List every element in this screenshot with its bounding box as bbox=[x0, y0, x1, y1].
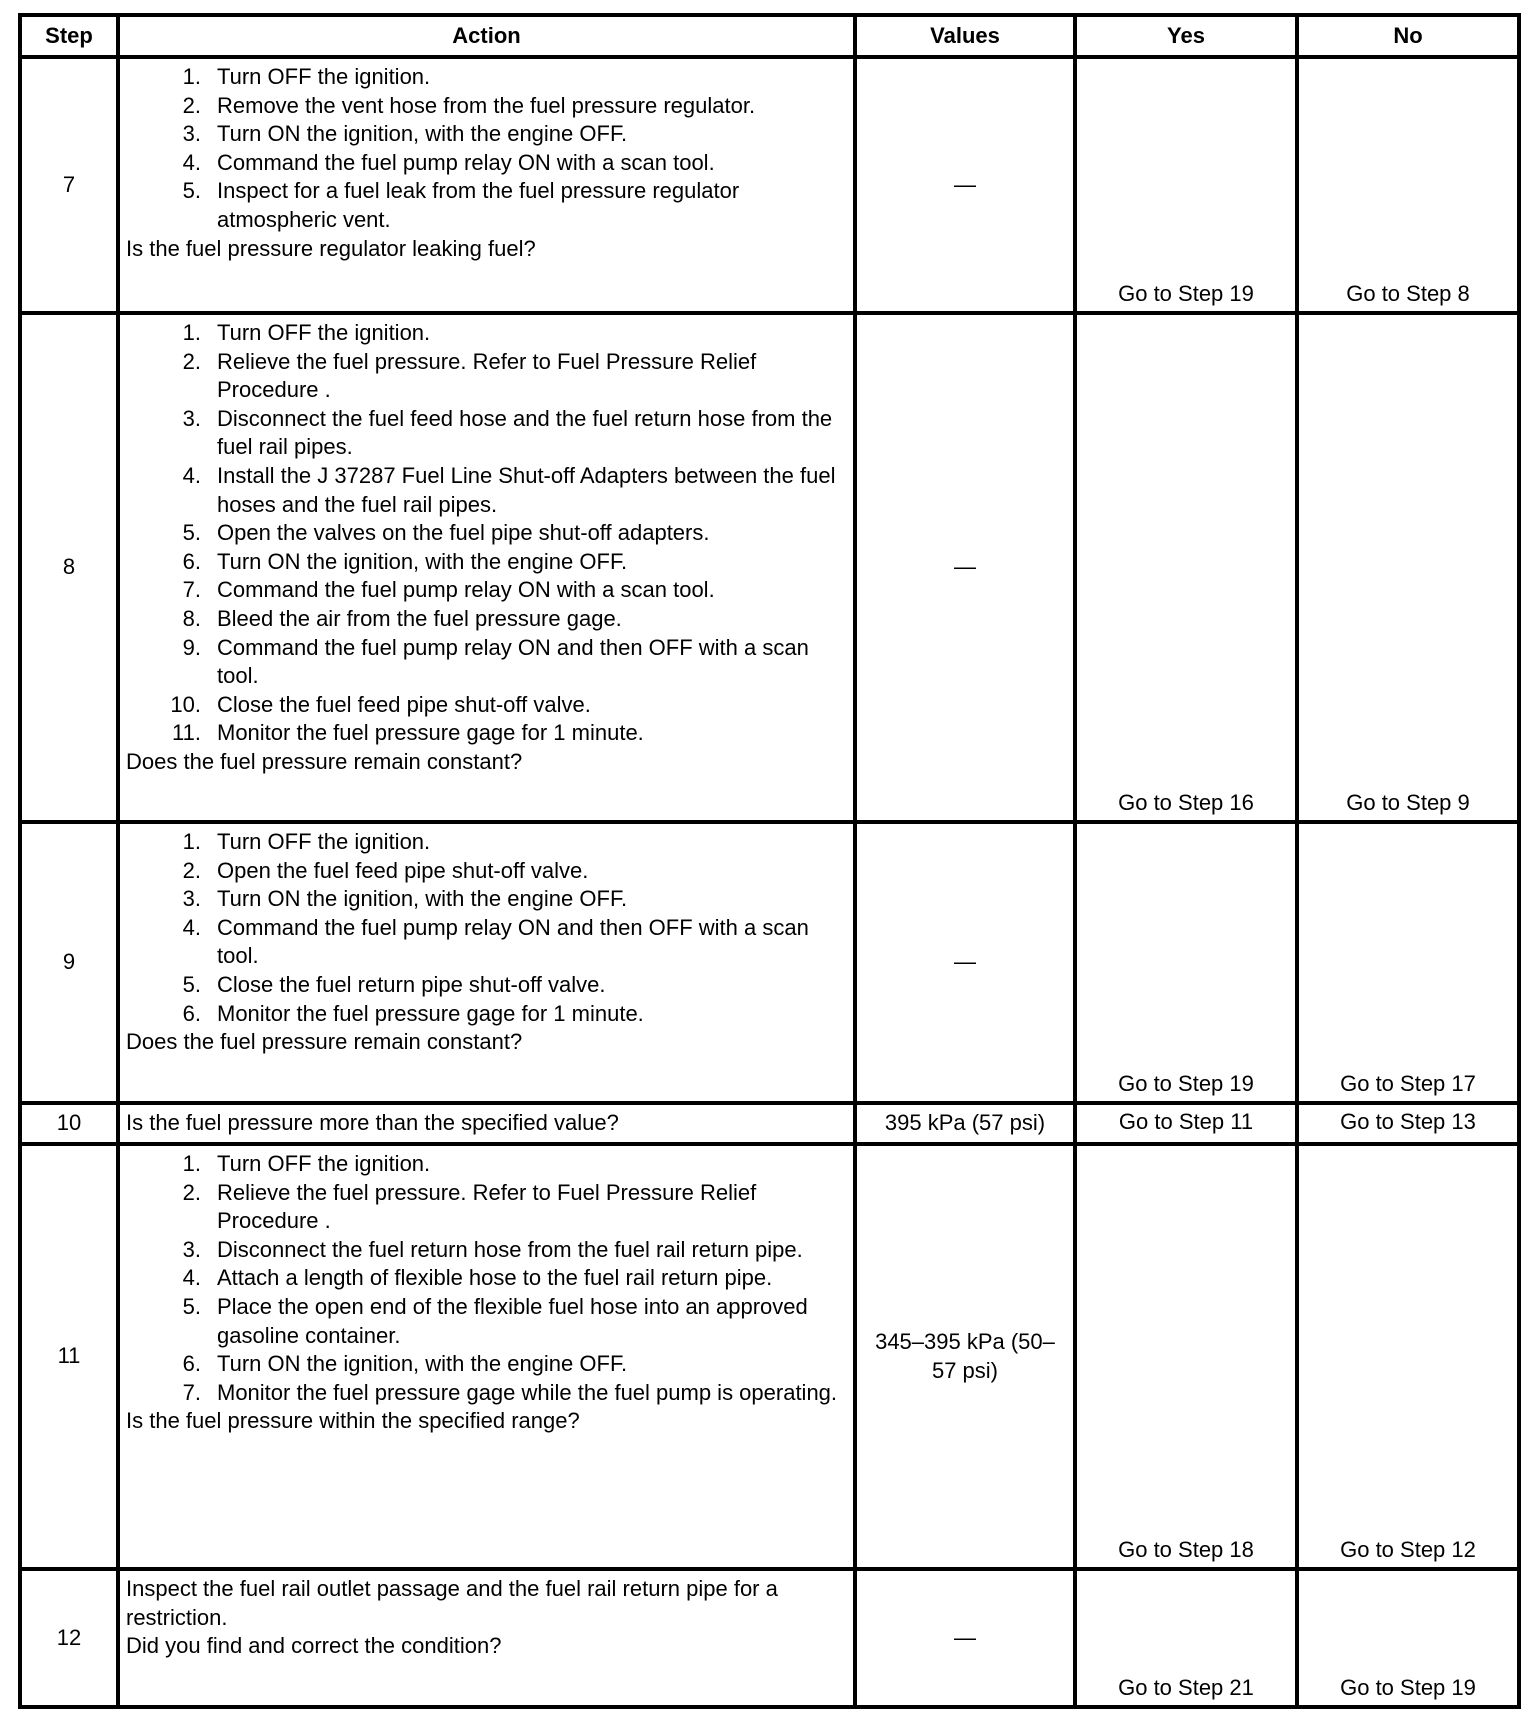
step-number: 8 bbox=[20, 313, 118, 822]
list-item: 5. Place the open end of the flexible fuel hose into an approved gasoline container. bbox=[182, 1293, 808, 1348]
action-cell bbox=[118, 1144, 855, 1569]
question-text: Does the fuel pressure remain constant? bbox=[126, 748, 523, 774]
question-text: Did you find and correct the condition? bbox=[126, 1633, 502, 1659]
list-item: 8. Bleed the air from the fuel pressure gage. bbox=[182, 605, 622, 631]
values-cell: — bbox=[855, 57, 1075, 313]
yes-cell: Go to Step 18 bbox=[1075, 1144, 1297, 1569]
list-item: 7. Command the fuel pump relay ON with a scan tool. bbox=[182, 577, 715, 603]
list-item: 6. Monitor the fuel pressure gage for 1 minute. bbox=[182, 1000, 644, 1026]
question-text: Does the fuel pressure remain constant? bbox=[126, 1029, 523, 1055]
action-text: Inspect the fuel rail outlet passage and the fuel rail return pipe for a restriction. bbox=[126, 1576, 778, 1630]
values-cell: — bbox=[855, 822, 1075, 1103]
table-row-step-7 bbox=[20, 57, 1519, 313]
header-no: No bbox=[1297, 15, 1519, 57]
action-cell bbox=[118, 57, 855, 313]
yes-cell: Go to Step 11 bbox=[1075, 1103, 1297, 1144]
values-cell: 345–395 kPa (50–57 psi) bbox=[855, 1144, 1075, 1569]
table-row-step-12 bbox=[20, 1569, 1519, 1707]
list-item: 7. Monitor the fuel pressure gage while the fuel pump is operating. bbox=[182, 1379, 838, 1405]
list-item: 10. Close the fuel feed pipe shut-off valve. bbox=[170, 691, 591, 717]
action-cell bbox=[118, 1569, 855, 1707]
no-cell: Go to Step 9 bbox=[1297, 313, 1519, 822]
yes-cell: Go to Step 21 bbox=[1075, 1569, 1297, 1707]
list-item: 4. Install the J 37287 Fuel Line Shut-off Adapters between the fuel hoses and the fuel rail pipes. bbox=[182, 462, 836, 517]
table-row-step-11 bbox=[20, 1144, 1519, 1569]
list-item: 6. Turn ON the ignition, with the engine OFF. bbox=[182, 1351, 628, 1377]
list-item: 1. Turn OFF the ignition. bbox=[182, 64, 431, 89]
list-item: 5. Close the fuel return pipe shut-off valve. bbox=[182, 971, 606, 997]
header-step: Step bbox=[20, 15, 118, 57]
list-item: 1. Turn OFF the ignition. bbox=[182, 320, 431, 345]
header-action: Action bbox=[118, 15, 855, 57]
question-text: Is the fuel pressure within the specified range? bbox=[126, 1408, 580, 1434]
list-item: 6. Turn ON the ignition, with the engine OFF. bbox=[182, 548, 628, 574]
list-item: 11. Monitor the fuel pressure gage for 1 minute. bbox=[172, 720, 644, 746]
list-item: 2. Remove the vent hose from the fuel pressure regulator. bbox=[182, 92, 756, 118]
list-item: 4. Command the fuel pump relay ON with a scan tool. bbox=[182, 149, 715, 175]
table-row-step-9 bbox=[20, 822, 1519, 1103]
values-cell: 395 kPa (57 psi) bbox=[855, 1103, 1075, 1144]
list-item: 1. Turn OFF the ignition. bbox=[182, 1151, 431, 1176]
values-cell: — bbox=[855, 313, 1075, 822]
action-cell bbox=[118, 313, 855, 822]
list-item: 3. Disconnect the fuel feed hose and the fuel return hose from the fuel rail pipes. bbox=[182, 405, 833, 460]
action-cell bbox=[118, 822, 855, 1103]
header-row bbox=[20, 15, 1519, 57]
list-item: 9. Command the fuel pump relay ON and then OFF with a scan tool. bbox=[182, 634, 809, 689]
yes-cell: Go to Step 16 bbox=[1075, 313, 1297, 822]
list-item: 2. Relieve the fuel pressure. Refer to Fuel Pressure Relief Procedure . bbox=[182, 348, 757, 403]
table-row-step-10 bbox=[20, 1103, 1519, 1144]
action-list bbox=[126, 1150, 843, 1407]
action-list bbox=[126, 828, 843, 1028]
action-cell bbox=[118, 1103, 855, 1144]
header-values: Values bbox=[855, 15, 1075, 57]
table-row-step-8 bbox=[20, 313, 1519, 822]
diagnostic-table bbox=[18, 13, 1521, 1709]
question-text: Is the fuel pressure more than the specified value? bbox=[126, 1110, 619, 1136]
no-cell: Go to Step 19 bbox=[1297, 1569, 1519, 1707]
step-number: 12 bbox=[20, 1569, 118, 1707]
yes-cell: Go to Step 19 bbox=[1075, 822, 1297, 1103]
yes-cell: Go to Step 19 bbox=[1075, 57, 1297, 313]
action-list bbox=[126, 319, 843, 748]
list-item: 2. Open the fuel feed pipe shut-off valve. bbox=[182, 857, 589, 883]
list-item: 3. Disconnect the fuel return hose from the fuel rail return pipe. bbox=[182, 1236, 803, 1262]
header-yes: Yes bbox=[1075, 15, 1297, 57]
step-number: 7 bbox=[20, 57, 118, 313]
list-item: 2. Relieve the fuel pressure. Refer to Fuel Pressure Relief Procedure . bbox=[182, 1179, 757, 1234]
list-item: 3. Turn ON the ignition, with the engine OFF. bbox=[182, 886, 628, 912]
list-item: 3. Turn ON the ignition, with the engine OFF. bbox=[182, 121, 628, 147]
list-item: 5. Open the valves on the fuel pipe shut-off adapters. bbox=[182, 520, 710, 546]
list-item: 4. Attach a length of flexible hose to the fuel rail return pipe. bbox=[182, 1265, 773, 1291]
list-item: 4. Command the fuel pump relay ON and then OFF with a scan tool. bbox=[182, 914, 809, 969]
no-cell: Go to Step 12 bbox=[1297, 1144, 1519, 1569]
step-number: 11 bbox=[20, 1144, 118, 1569]
step-number: 9 bbox=[20, 822, 118, 1103]
action-list bbox=[126, 63, 843, 235]
no-cell: Go to Step 13 bbox=[1297, 1103, 1519, 1144]
list-item: 5. Inspect for a fuel leak from the fuel pressure regulator atmospheric vent. bbox=[182, 178, 740, 232]
list-item: 1. Turn OFF the ignition. bbox=[182, 829, 431, 854]
no-cell: Go to Step 8 bbox=[1297, 57, 1519, 313]
no-cell: Go to Step 17 bbox=[1297, 822, 1519, 1103]
values-cell: — bbox=[855, 1569, 1075, 1707]
question-text: Is the fuel pressure regulator leaking fuel? bbox=[126, 235, 536, 261]
step-number: 10 bbox=[20, 1103, 118, 1144]
